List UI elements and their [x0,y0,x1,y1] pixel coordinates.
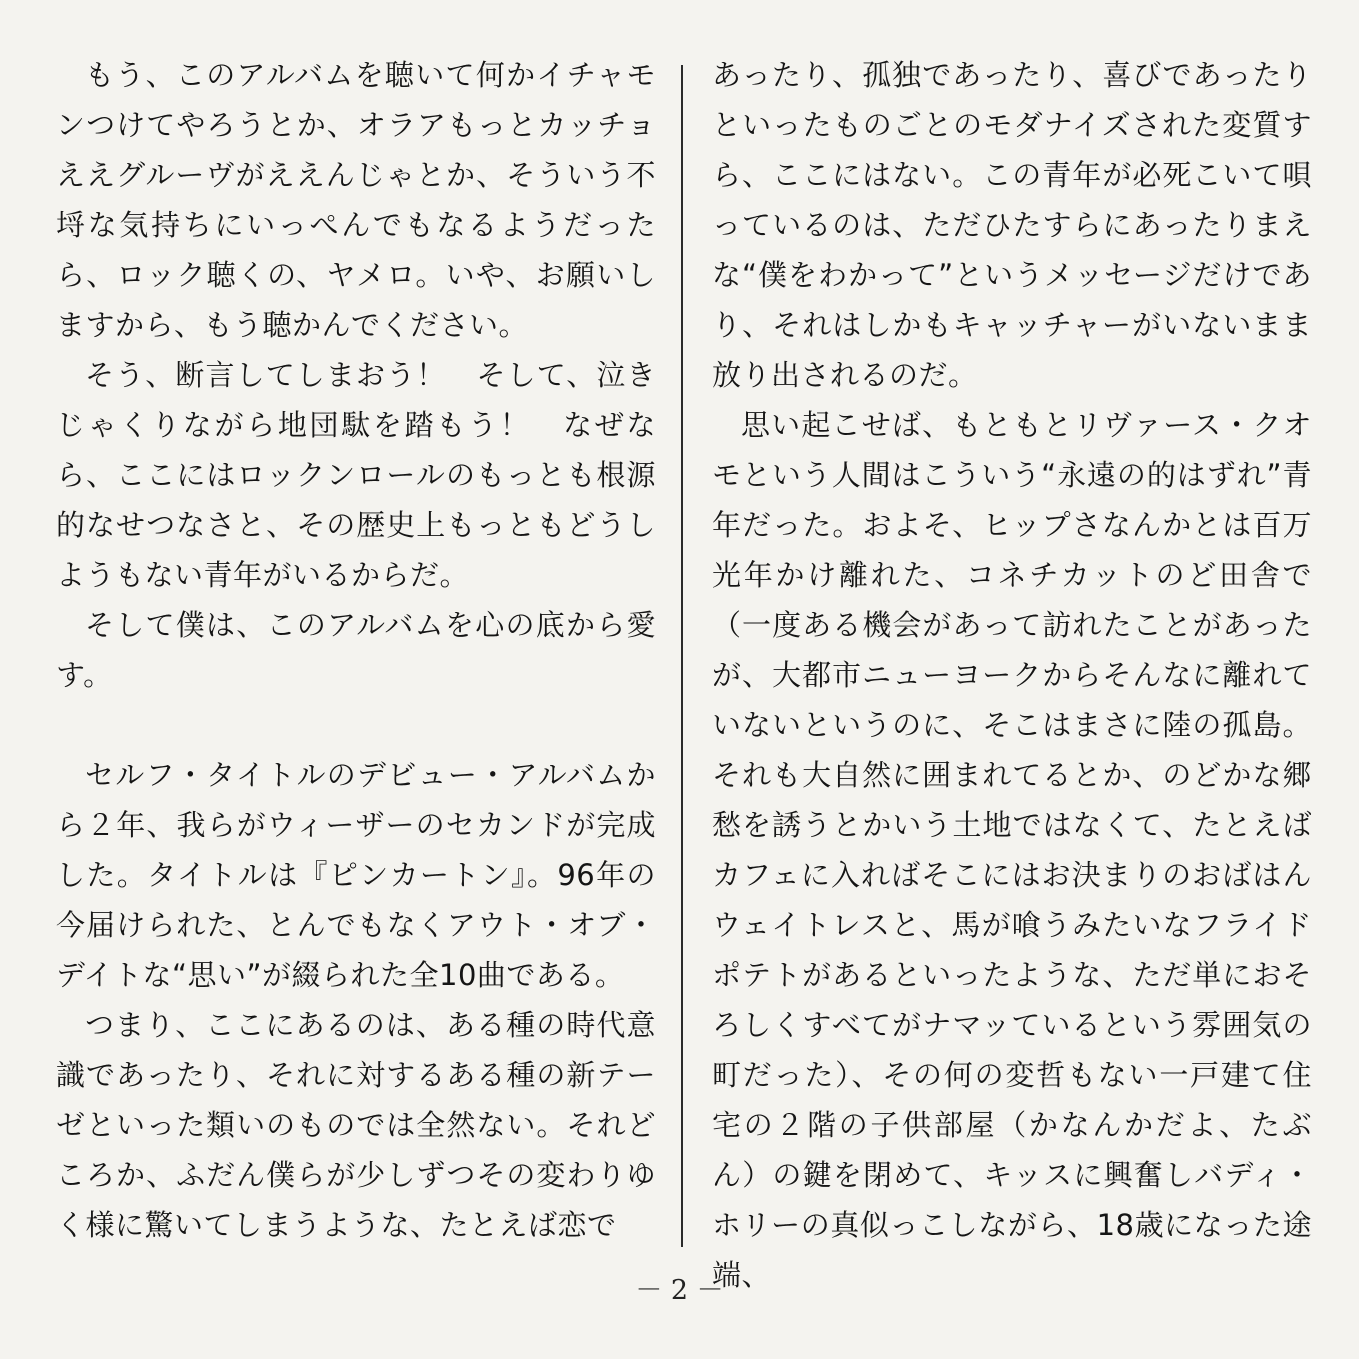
left-column [56,50,656,1250]
paragraph-gap [56,700,656,750]
paragraph: そう、断言してしまおう！ そして、泣きじゃくりながら地団駄を踏もう！ なぜなら、ここにはロックンロールのもっとも根源的なせつなさと、その歴史上もっともどうしようもない青年がいるからだ。 [56,358,656,592]
paragraph: あったり、孤独であったり、喜びであったりといったものごとのモダナイズされた変質すら、ここにはない。この青年が必死こいて唄っているのは、ただひたすらにあったりまえな“僕をわかって”というメッセージだけであり、それはしかもキャッチャーがいないまま放り出されるのだ。 [712,58,1312,392]
paragraph: つまり、ここにあるのは、ある種の時代意識であったり、それに対するある種の新テーゼといった類いのものでは全然ない。それどころか、ふだん僕らが少しずつその変わりゆく様に驚いてしまうような、たとえば恋で [56,1008,656,1242]
paragraph: もう、このアルバムを聴いて何かイチャモンつけてやろうとか、オラアもっとカッチョええグルーヴがええんじゃとか、そういう不埒な気持ちにいっぺんでもなるようだったら、ロック聴くの、ヤメロ。いや、お願いしますから、もう聴かんでください。 [56,58,656,342]
column-divider [681,65,683,1247]
page-number: － 2 － [635,1275,724,1306]
paragraph: そして僕は、このアルバムを心の底から愛す。 [56,608,656,692]
right-column [712,50,1312,1300]
paragraph: 思い起こせば、もともとリヴァース・クオモという人間はこういう“永遠の的はずれ”青年だった。およそ、ヒップさなんかとは百万光年かけ離れた、コネチカットのど田舎で（一度ある機会があって訪れたことがあったが、大都市ニューヨークからそんなに離れていないというのに、そこはまさに陸の孤島。それも大自然に囲まれてるとか、のどかな郷愁を誘うとかいう土地ではなくて、たとえばカフェに入ればそこにはお決まりのおばはんウェイトレスと、馬が喰うみたいなフライドポテトがあるといったような、ただ単におそろしくすべてがナマッているという雰囲気の町だった）、その何の変哲もない一戸建て住宅の２階の子供部屋（かなんかだよ、たぶん）の鍵を閉めて、キッスに興奮しバディ・ホリーの真似っこしながら、18歳になった途端、 [712,408,1312,1292]
paragraph: セルフ・タイトルのデビュー・アルバムから２年、我らがウィーザーのセカンドが完成した。タイトルは『ピンカートン』。96年の今届けられた、とんでもなくアウト・オブ・デイトな“思い”が綴られた全10曲である。 [56,758,656,992]
